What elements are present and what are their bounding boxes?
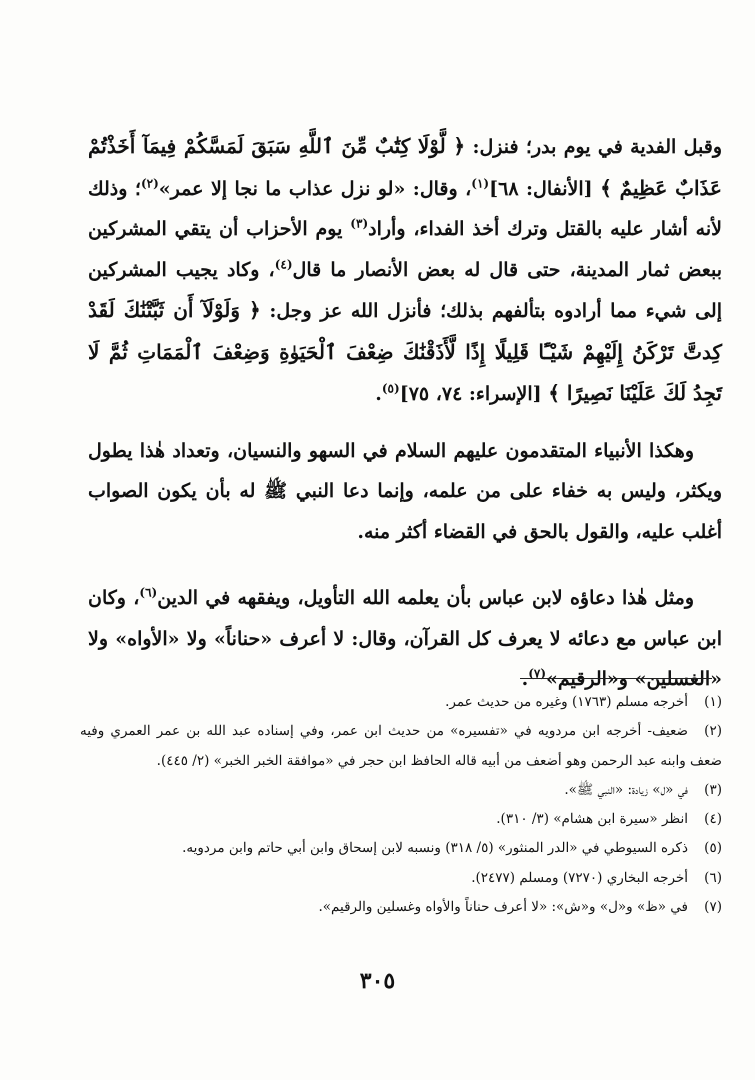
footnote-number: (٢) [704,723,722,740]
footnote-text: أخرجه مسلم (١٧٦٣) وغيره من حديث عمر. [445,694,688,710]
text-run: ، وكاد يجيب المشركين إلى شيء مما أرادوه بتألفهم بذلك؛ فأنزل الله عز وجل: [88,258,723,322]
footnote-text: ذكره السيوطي في «الدر المنثور» (٥/ ٣١٨) ونسبه لابن إسحاق وابن أبي حاتم وابن مردويه. [182,840,688,857]
footnote-7 [80,893,722,922]
paragraph-2: وهكذا الأنبياء المتقدمون عليهم السلام في السهو والنسيان، وتعداد هٰذا يطول ويكثر، وليس به خفاء على من علمه، وإنما دعا النبي ﷺ له بأن يكون الصواب أغلب عليه، والقول بالحق في القضاء أكثر منه. [88,439,722,543]
footnote-text: في «ظ» و«ل» و«ش»: «لا أعرف حناناً والأواه وغسلين والرقيم». [318,899,688,916]
footnote-number: (٦) [704,869,722,886]
text-run: ، وكان ابن عباس مع دعائه لا يعرف كل القرآن، وقال: لا أعرف «حناناً» ولا «الأواه» ولا «الغسلين» و«الرقيم» [88,587,722,690]
footnote-ref-2: (٢) [140,176,159,191]
footnote-2 [80,717,722,776]
footnotes [80,688,722,922]
main-text [88,126,722,700]
footnote-number: (٣) [704,781,722,798]
footnote-ref-4: (٤) [274,257,293,272]
text-run: يوم الأحزاب أن يتقي المشركين ببعض ثمار المدينة، حتى قال له بعض الأنصار ما قال [88,218,722,281]
text-run: ؛ وذلك لأنه أشار عليه بالقتل وترك أخذ الفداء، وأراد [88,177,722,240]
footnote-ref-1: (١) [471,176,490,191]
quran-verse-anfal: ﴿ لَّوْلَا كِتَٰبٌ مِّنَ ٱللَّهِ سَبَقَ لَمَسَّكُمْ فِيمَآ أَخَذْتُمْ عَذَابٌ عَظِيمٌ ﴾ [88,134,722,200]
verse-reference: [الأنفال: ٦٨] [489,177,601,200]
footnote-ref-6: (٦) [139,585,158,600]
text-run: وقبل الفدية في يوم بدر؛ فنزل: [465,136,723,158]
footnote-6 [80,864,722,893]
footnote-divider [520,678,712,679]
text-run: . [375,383,382,405]
quran-verse-isra: ﴿ وَلَوْلَآ أَن ثَبَّتْنَٰكَ لَقَدْ كِدتَّ تَرْكَنُ إِلَيْهِمْ شَيْـًٔا قَلِيلًا إِذًا لَّأَذَقْنَٰكَ ضِعْفَ ٱلْحَيَوٰةِ وَضِعْفَ ٱلْمَمَاتِ ثُمَّ لَا تَجِدُ لَكَ عَلَيْنَا نَصِيرًا ﴾ [88,298,722,405]
text-run: . [521,668,529,690]
paragraph-1 [88,126,722,415]
footnote-ref-7: (٧) [528,666,547,681]
paragraph-3 [88,578,722,700]
footnote-1 [80,688,722,717]
footnote-text: في «ل» زيادة: «النبي ﷺ». [564,781,688,798]
footnote-number: (٤) [704,811,722,828]
footnote-ref-3: (٣) [350,216,369,231]
footnote-text: انظر «سيرة ابن هشام» (٣/ ٣١٠). [496,811,688,828]
verse-reference: [الإسراء: ٧٤، ٧٥] [399,383,549,405]
page-number: ٣٠٥ [359,968,396,994]
text-run: ، وقال: «لو نزل عذاب ما نجا إلا عمر» [158,177,472,200]
footnote-text: ضعيف- أخرجه ابن مردويه في «تفسيره» من حديث ابن عمر، وفي إسناده عبد الله بن عمر العمري وفيه ضعف وابنه عبد الرحمن وهو أضعف من أبيه قاله الحافظ ابن حجر في «موافقة الخبر الخبر» (٢/ ٤٤٥). [80,723,722,769]
footnote-3 [80,776,722,805]
footnote-4 [80,805,722,834]
footnote-ref-5: (٥) [381,381,400,396]
footnote-number: (٥) [704,840,722,857]
footnote-number: (١) [704,694,722,710]
text-run: ومثل هٰذا دعاؤه لابن عباس بأن يعلمه الله التأويل، ويفقهه في الدين [157,587,694,609]
footnote-text: أخرجه البخاري (٧٢٧٠) ومسلم (٢٤٧٧). [471,869,688,886]
footnote-5 [80,834,722,863]
footnote-number: (٧) [704,899,722,916]
